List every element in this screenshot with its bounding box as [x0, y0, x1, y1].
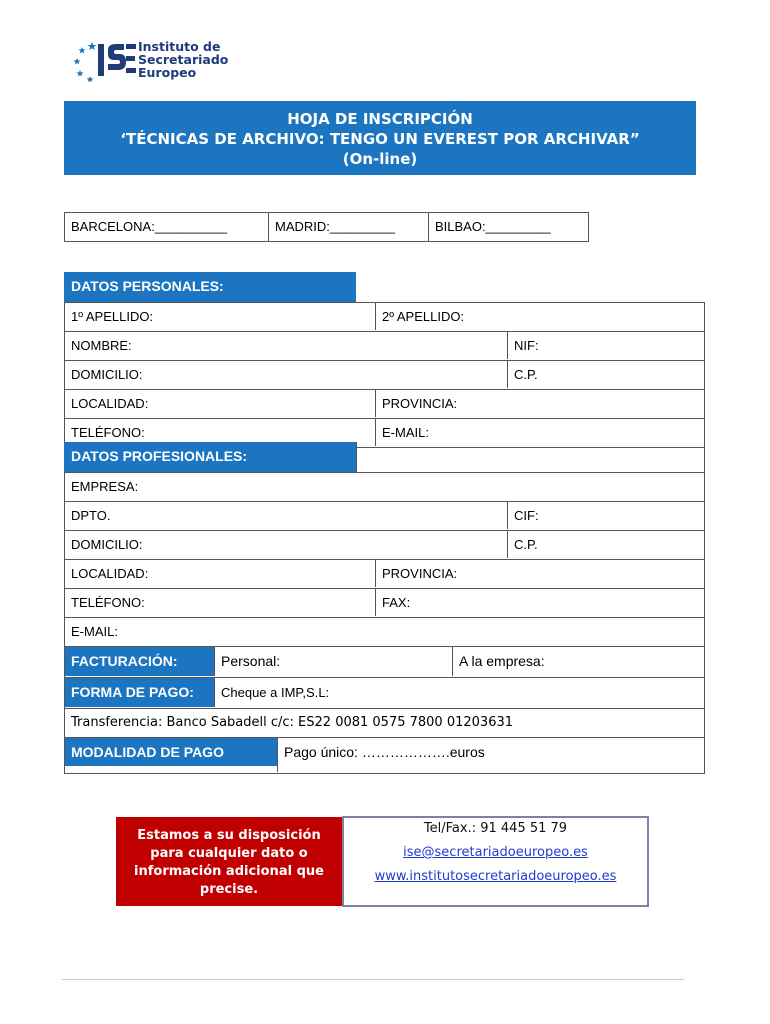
facturacion-empresa-option[interactable]: A la empresa: — [452, 647, 704, 676]
modalidad-pago-value[interactable]: Pago único: ……………….euros — [277, 738, 704, 772]
table-row — [65, 303, 704, 332]
table-row — [65, 531, 704, 560]
prof-domicilio-field[interactable]: DOMICILIO: — [71, 537, 143, 552]
contact-message-box — [116, 817, 342, 906]
transferencia-option[interactable]: Transferencia: Banco Sabadell c/c: ES22 0081 0575 7800 01203631 — [71, 715, 514, 730]
table-row — [65, 390, 704, 419]
cheque-option[interactable]: Cheque a IMP,S.L: — [214, 678, 704, 707]
localidad-field[interactable]: LOCALIDAD: — [71, 396, 149, 411]
title-line-1: HOJA DE INSCRIPCIÓN — [287, 110, 473, 128]
contact-message-line: Estamos a su disposición — [137, 828, 321, 843]
prof-telefono-field[interactable]: TELÉFONO: — [71, 595, 145, 610]
apellido1-field[interactable]: 1º APELLIDO: — [71, 309, 154, 324]
transferencia-row — [65, 709, 704, 738]
cp-field[interactable]: C.P. — [507, 361, 704, 388]
title-line-2: ‘TÉCNICAS DE ARCHIVO: TENGO UN EVEREST POR ARCHIVAR” — [120, 130, 640, 148]
table-row — [65, 332, 704, 361]
dpto-field[interactable]: DPTO. — [71, 508, 111, 523]
provincia-field[interactable]: PROVINCIA: — [375, 390, 704, 417]
cif-field[interactable]: CIF: — [507, 502, 704, 529]
section-header-datos-profesionales: DATOS PROFESIONALES: — [64, 442, 356, 472]
table-row — [65, 502, 704, 531]
nombre-field[interactable]: NOMBRE: — [71, 338, 132, 353]
prof-localidad-field[interactable]: LOCALIDAD: — [71, 566, 149, 581]
header-spacer — [356, 442, 705, 472]
forma-pago-label: FORMA DE PAGO: — [65, 678, 214, 707]
modalidad-pago-label: MODALIDAD DE PAGO — [65, 738, 277, 766]
prof-cp-field[interactable]: C.P. — [507, 531, 704, 558]
email-field[interactable]: E-MAIL: — [375, 419, 704, 446]
section-header-datos-personales: DATOS PERSONALES: — [64, 272, 356, 302]
city-barcelona-field[interactable]: BARCELONA:__________ — [65, 213, 269, 241]
email-link[interactable]: ise@secretariadoeuropeo.es — [403, 845, 588, 860]
contact-message-line: para cualquier dato o — [150, 846, 308, 861]
city-selector-row — [64, 212, 589, 242]
form-title — [64, 101, 696, 175]
modalidad-row — [65, 738, 704, 774]
contact-details-box — [342, 816, 649, 907]
contact-message-line: precise. — [199, 882, 259, 897]
telfax-text: Tel/Fax.: 91 445 51 79 — [423, 821, 568, 836]
table-row — [65, 473, 704, 502]
prof-provincia-field[interactable]: PROVINCIA: — [375, 560, 704, 587]
empresa-field[interactable]: EMPRESA: — [71, 479, 139, 494]
personal-data-table — [64, 302, 705, 448]
logo-text: Instituto de Secretariado Europeo — [138, 39, 229, 80]
footer-divider — [62, 979, 684, 980]
telefono-field[interactable]: TELÉFONO: — [71, 425, 145, 440]
prof-email-field[interactable]: E-MAIL: — [71, 624, 118, 639]
website-link[interactable]: www.institutosecretariadoeuropeo.es — [374, 869, 617, 884]
title-line-3: (On-line) — [342, 150, 418, 168]
table-row — [65, 361, 704, 390]
forma-pago-row — [65, 678, 704, 709]
facturacion-label: FACTURACIÓN: — [65, 647, 214, 676]
table-row — [65, 618, 704, 647]
professional-data-table — [64, 472, 705, 774]
contact-message-line: información adicional que — [134, 864, 324, 879]
table-row — [65, 589, 704, 618]
domicilio-field[interactable]: DOMICILIO: — [71, 367, 143, 382]
table-row — [65, 560, 704, 589]
city-bilbao-field[interactable]: BILBAO:_________ — [435, 219, 551, 234]
facturacion-personal-option[interactable]: Personal: — [214, 647, 452, 676]
apellido2-field[interactable]: 2º APELLIDO: — [375, 303, 704, 330]
facturacion-row — [65, 647, 704, 678]
prof-fax-field[interactable]: FAX: — [375, 589, 704, 616]
nif-field[interactable]: NIF: — [507, 332, 704, 359]
city-madrid-field[interactable]: MADRID:_________ — [269, 213, 429, 241]
